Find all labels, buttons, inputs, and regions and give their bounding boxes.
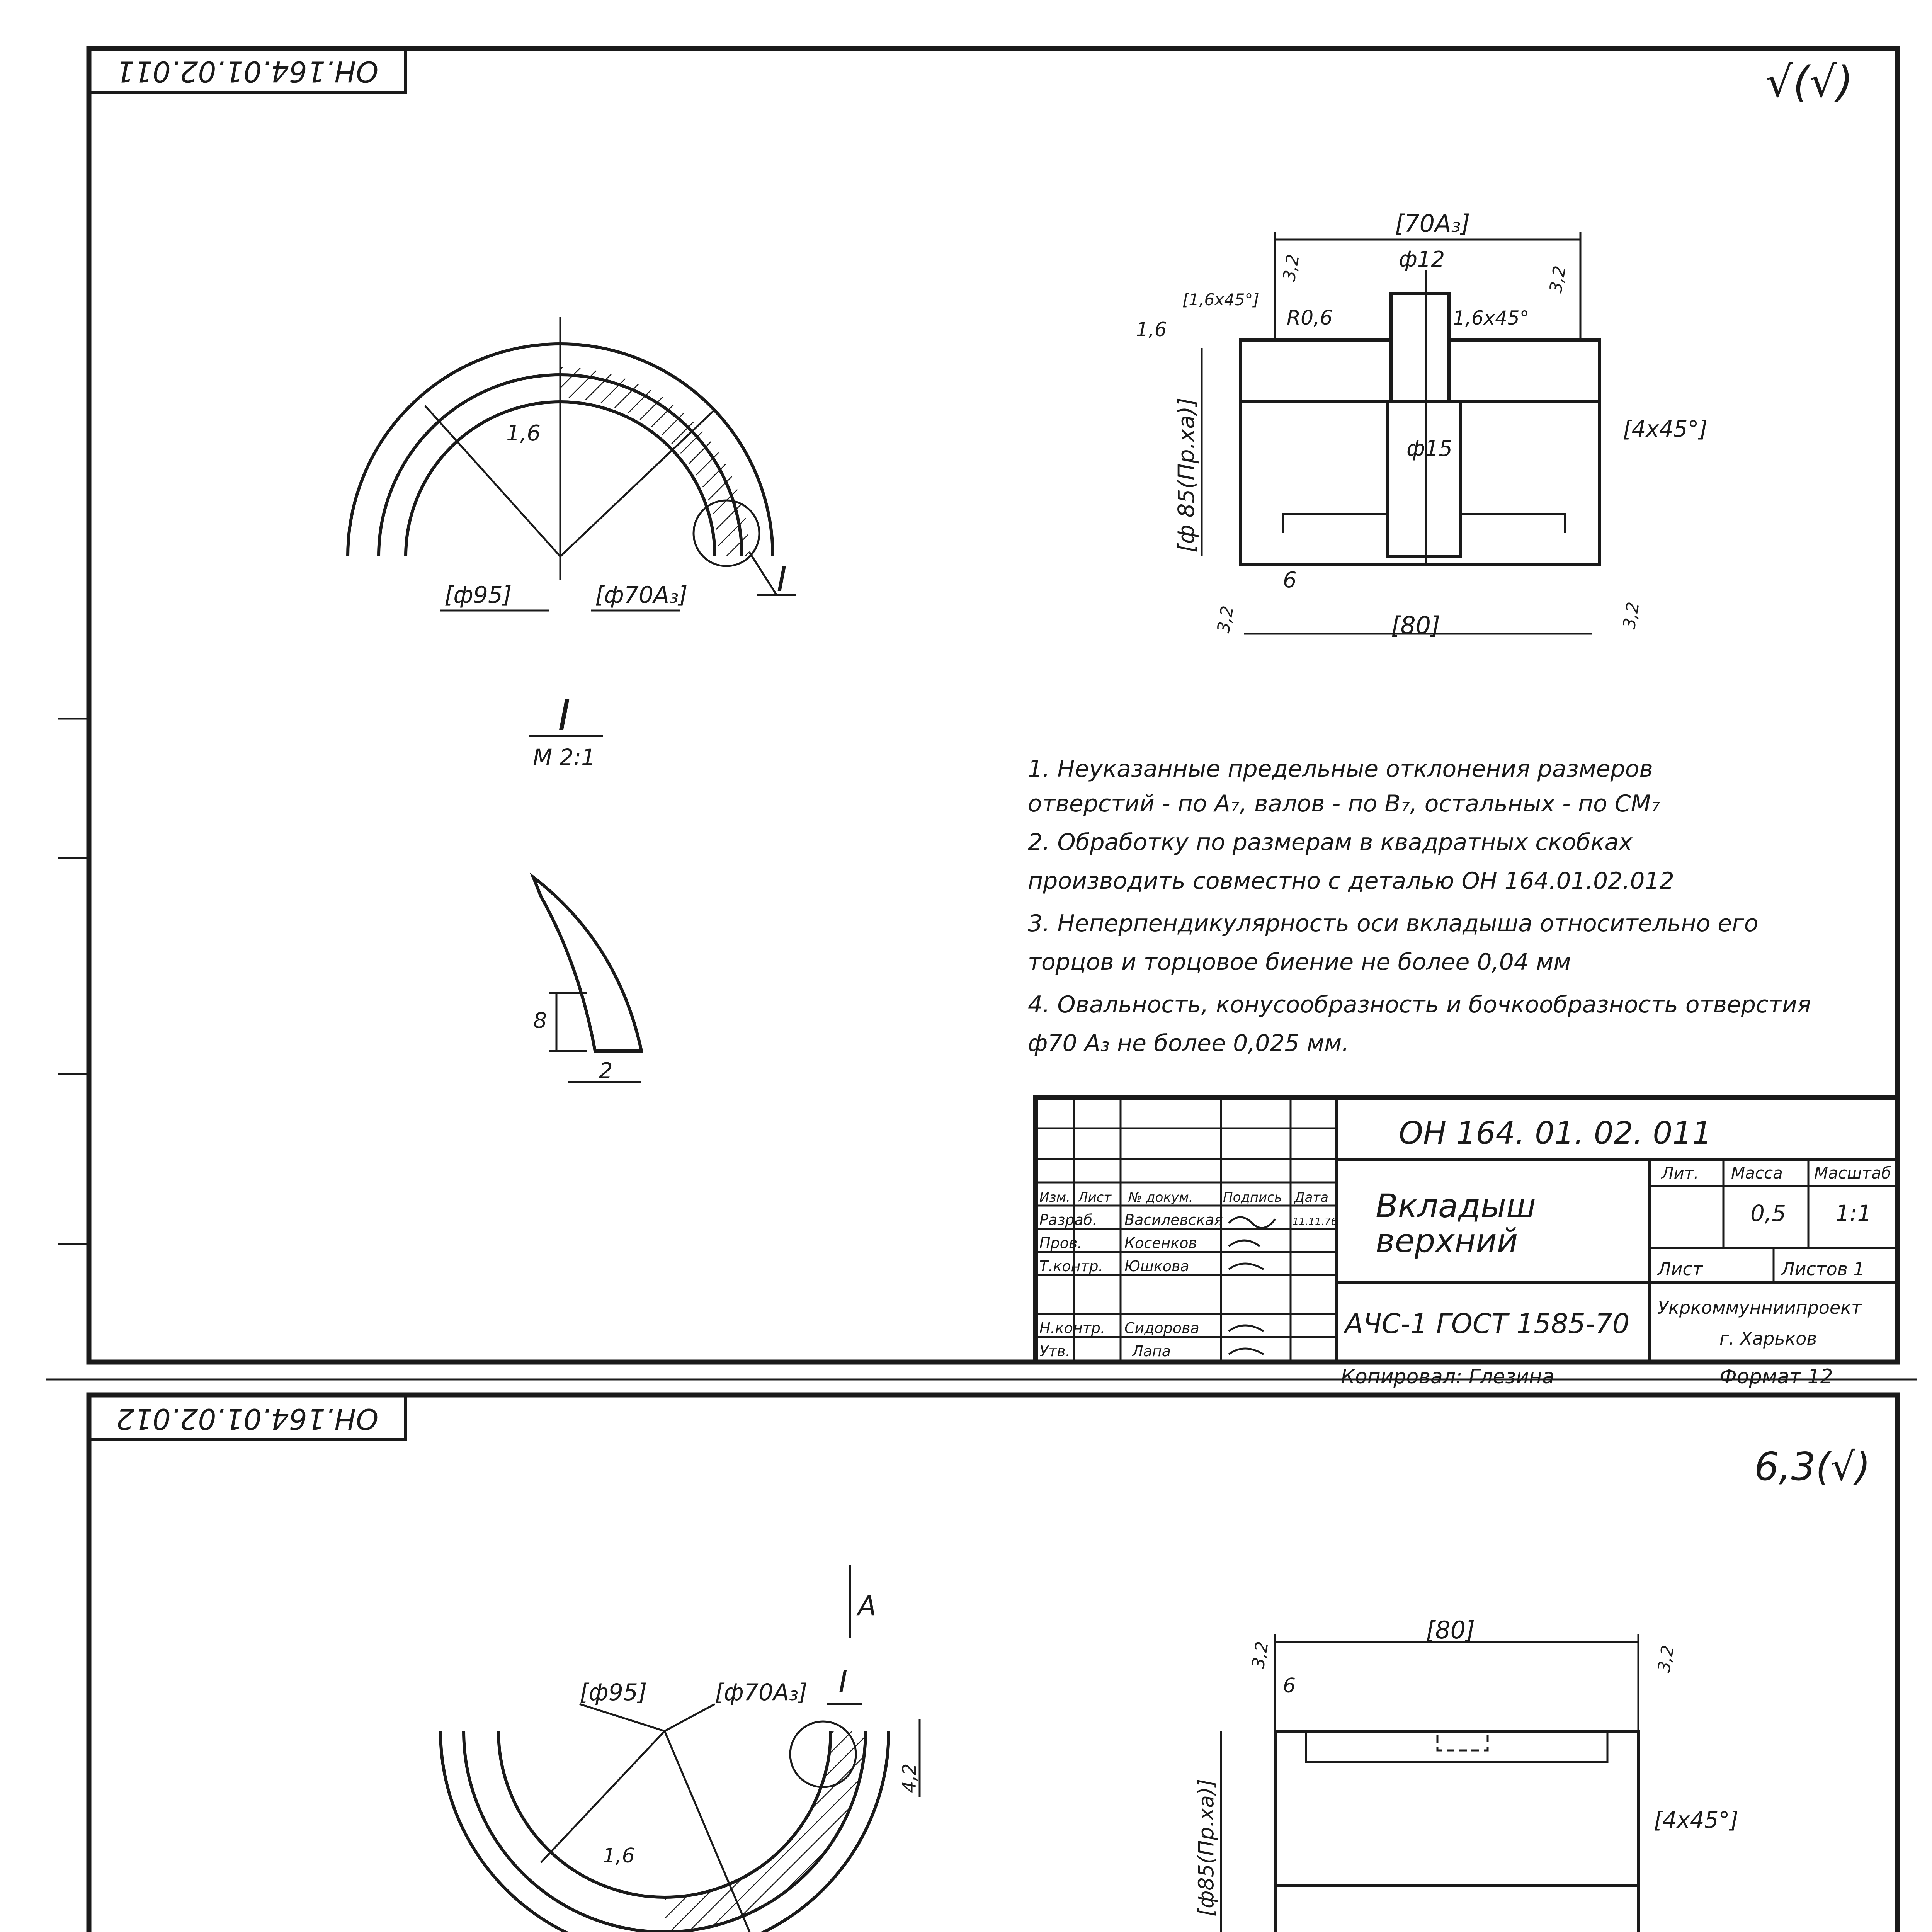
upper-front-view: [348, 317, 796, 611]
upper-hdr-lit: Лит.: [1662, 1163, 1699, 1182]
upper-part-name-2: верхний: [1376, 1222, 1518, 1260]
upper-note-4: производить совместно с деталью ОН 164.01.02.012: [1028, 867, 1674, 895]
upper-col-sign: Подпись: [1223, 1190, 1282, 1205]
upper-material: АЧС-1 ГОСТ 1585-70: [1345, 1308, 1630, 1340]
upper-dia-95: [ф95]: [444, 582, 512, 609]
lower-dia-95: [ф95]: [580, 1679, 647, 1706]
upper-col-list: Лист: [1078, 1190, 1112, 1205]
upper-col-doc: № докум.: [1128, 1190, 1193, 1205]
upper-sheet: [46, 48, 1917, 1388]
upper-note-7: 4. Овальность, конусообразность и бочкообразность отверстия: [1028, 991, 1811, 1018]
upper-note-3: 2. Обработку по размерам в квадратных скобках: [1028, 829, 1633, 856]
lower-sheet: [46, 1395, 1917, 1932]
lower-d6: 6: [1283, 1674, 1296, 1697]
upper-detail-view: [533, 877, 641, 1083]
upper-sheets-label: Листов 1: [1781, 1259, 1865, 1279]
upper-r16: 1,6: [1136, 318, 1167, 341]
upper-format: Формат 12: [1719, 1365, 1833, 1388]
upper-r5-role: Утв.: [1039, 1343, 1070, 1360]
upper-note-1: 1. Неуказанные предельные отклонения размеров: [1028, 755, 1653, 782]
upper-note-6: торцов и торцовое биение не более 0,04 мм: [1028, 949, 1571, 976]
upper-hdr-scale: Масштаб: [1814, 1163, 1891, 1182]
upper-detail-8: 8: [533, 1008, 547, 1033]
upper-notes: [1028, 755, 1811, 1057]
upper-frame: [89, 48, 1897, 1362]
upper-side-view: [1136, 209, 1708, 639]
upper-roughness-mark: √(√): [1766, 57, 1854, 107]
lower-view-arrow: А: [858, 1590, 876, 1622]
lower-section-mark: I: [838, 1664, 848, 1700]
upper-r5-name: Лапа: [1132, 1343, 1171, 1360]
upper-d6: 6: [1283, 568, 1297, 593]
upper-r2-role: Пров.: [1039, 1235, 1082, 1252]
upper-sheet-label: Лист: [1658, 1259, 1703, 1279]
lower-roughness-mark: 6,3(√): [1754, 1444, 1871, 1489]
lower-front-view: [440, 1565, 920, 1932]
upper-dia-15: ф15: [1406, 436, 1453, 461]
upper-arc-1-6: 1,6: [506, 421, 541, 446]
upper-scale-mark: I: [558, 691, 571, 740]
upper-dia-12: ф12: [1399, 247, 1445, 272]
upper-date: 11.11.76: [1293, 1216, 1337, 1228]
upper-org-2: г. Харьков: [1719, 1328, 1817, 1349]
upper-mass: 0,5: [1750, 1200, 1786, 1226]
upper-col-date: Дата: [1294, 1190, 1329, 1205]
upper-chamfer-4x45: [4х45°]: [1623, 416, 1708, 442]
lower-arc-1-6: 1,6: [603, 1844, 635, 1867]
lower-dia-85: [ф85(Пр.ха)]: [1194, 1779, 1218, 1917]
lower-width-80: [80]: [1426, 1616, 1475, 1644]
upper-width-70: [70А₃]: [1395, 209, 1470, 238]
upper-corner-code: ОН.164.01.02.011: [116, 54, 379, 88]
upper-r4-name: Сидорова: [1124, 1320, 1199, 1337]
lower-side-view: [1194, 1616, 1738, 1932]
upper-r3-role: Т.контр.: [1039, 1258, 1103, 1275]
lower-dia-70: [ф70А₃]: [715, 1679, 808, 1706]
upper-r1-name: Василевская: [1124, 1211, 1223, 1228]
upper-note-2: отверстий - по А₇, валов - по В₇, остальных - по СМ₇: [1028, 790, 1660, 817]
lower-frame: [89, 1395, 1897, 1932]
lower-corner-code: ОН.164.01.02.012: [116, 1402, 379, 1435]
upper-r32-d: 3,2: [1619, 600, 1643, 631]
upper-hdr-mass: Масса: [1731, 1163, 1783, 1182]
upper-title-block: [1036, 1097, 1897, 1362]
upper-r32-b: 3,2: [1546, 264, 1570, 294]
upper-detail-2: 2: [599, 1058, 613, 1083]
upper-dia-85: [ф 85(Пр.ха)]: [1173, 397, 1199, 553]
upper-part-name-1: Вкладыш: [1376, 1187, 1536, 1225]
upper-signatures: [1229, 1217, 1275, 1354]
upper-note-5: 3. Неперпендикулярность оси вкладыша относительно его: [1028, 910, 1759, 937]
upper-designation: ОН 164. 01. 02. 011: [1399, 1115, 1712, 1151]
upper-section-mark: I: [777, 559, 787, 600]
upper-dia-70: [ф70А₃]: [595, 582, 688, 609]
lower-r32-b: 3,2: [1654, 1644, 1678, 1674]
upper-r06: R0,6: [1287, 306, 1333, 330]
upper-detail-scale: [529, 691, 603, 770]
upper-copied-by: Копировал: Глезина: [1341, 1365, 1554, 1388]
upper-r32-a: 3,2: [1279, 253, 1303, 283]
upper-r3-name: Юшкова: [1124, 1258, 1189, 1275]
upper-r32-c: 3,2: [1213, 604, 1238, 634]
upper-scale-text: М 2:1: [533, 744, 595, 770]
upper-scale: 1:1: [1835, 1200, 1872, 1226]
upper-r4-role: Н.контр.: [1039, 1320, 1105, 1337]
margin-ticks: [58, 719, 89, 1932]
upper-col-izm: Изм.: [1039, 1190, 1070, 1205]
upper-note-8: ф70 А₃ не более 0,025 мм.: [1028, 1030, 1349, 1057]
upper-chamfer-b: 1,6х45°: [1453, 307, 1529, 329]
lower-chamfer-4x45: [4х45°]: [1654, 1807, 1739, 1833]
lower-d42: 4,2: [899, 1763, 920, 1793]
upper-chamfer-a: [1,6х45°]: [1182, 290, 1259, 309]
upper-width-80: [80]: [1391, 611, 1440, 639]
upper-org-1: Укркоммунниипроект: [1658, 1297, 1862, 1318]
lower-r32-a: 3,2: [1248, 1640, 1272, 1670]
upper-r1-role: Разраб.: [1039, 1211, 1097, 1228]
upper-r2-name: Косенков: [1124, 1235, 1197, 1252]
